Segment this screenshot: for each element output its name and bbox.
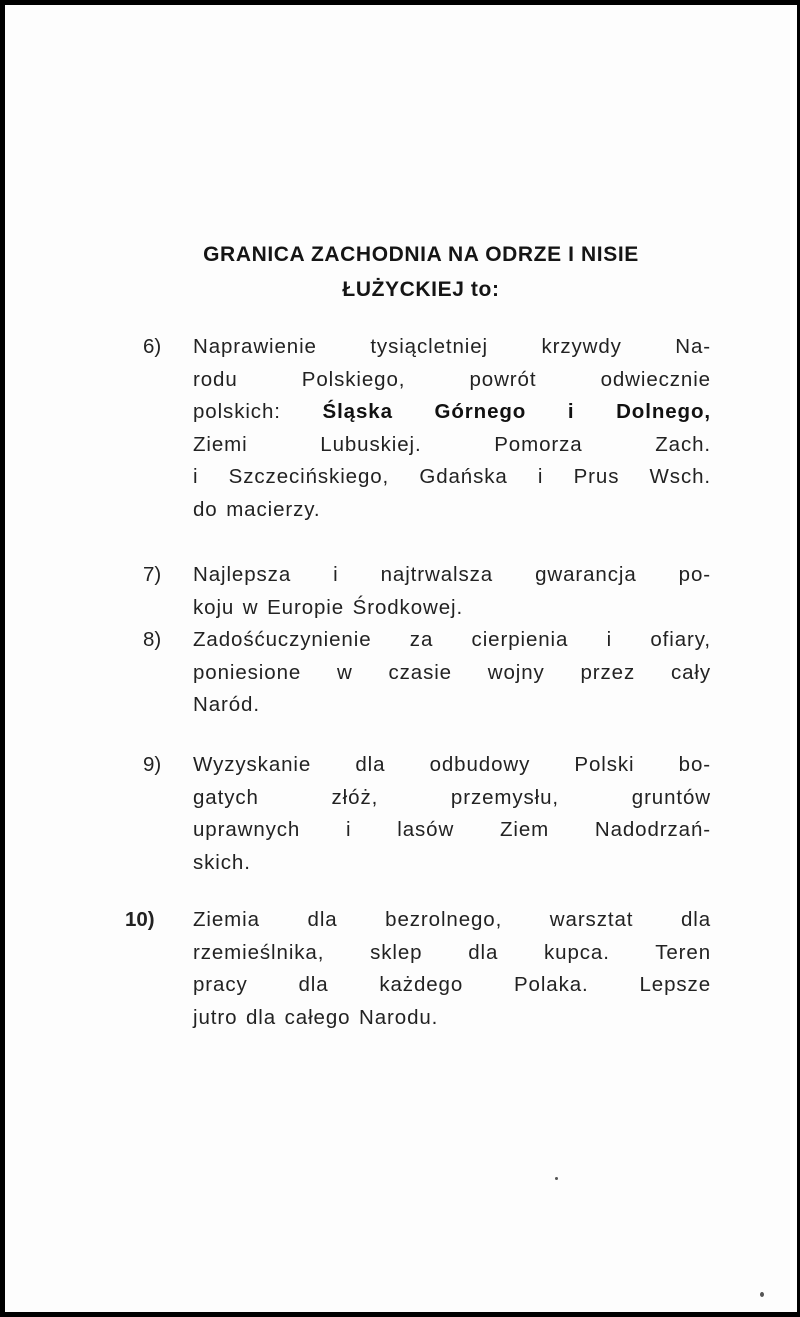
item-line: koju w Europie Środkowej.: [193, 595, 464, 619]
item-line-bold: Śląska Górnego i Dolnego,: [322, 400, 711, 423]
item-line: Ziemi Lubuskiej. Pomorza Zach.: [193, 432, 711, 456]
item-line: gatych złóż, przemysłu, gruntów: [193, 785, 711, 809]
list-item-9: [135, 749, 711, 879]
item-number: 9): [143, 753, 162, 776]
heading-line-2: ŁUŻYCKIEJ to:: [342, 278, 500, 301]
item-line: skich.: [193, 850, 251, 874]
item-number: 7): [143, 563, 162, 586]
item-text: [193, 624, 711, 722]
item-line: Najlepsza i najtrwalsza gwarancja po-: [193, 563, 711, 586]
item-line: pracy dla każdego Polaka. Lepsze: [193, 973, 711, 996]
item-number: 6): [143, 335, 162, 358]
item-line: rodu Polskiego, powrót odwiecznie: [193, 367, 711, 391]
item-text: [193, 749, 711, 879]
item-line: rzemieślnika, sklep dla kupca. Teren: [193, 940, 711, 964]
list-item-10: [125, 904, 711, 1034]
item-line: [193, 396, 711, 429]
item-number: 10): [125, 908, 155, 931]
item-line: uprawnych i lasów Ziem Nadodrzań-: [193, 818, 711, 841]
item-text: [193, 331, 711, 526]
print-speck: [760, 1292, 764, 1297]
list-item-6: [135, 331, 711, 526]
item-line: do macierzy.: [193, 497, 321, 521]
list-item-7: [135, 559, 711, 624]
page-heading: [125, 237, 717, 307]
item-line: jutro dla całego Narodu.: [193, 1005, 439, 1029]
item-line: Zadośćuczynienie za cierpienia i ofiary,: [193, 628, 711, 651]
item-text: [193, 559, 711, 624]
print-speck: [555, 1177, 558, 1180]
item-line: Naprawienie tysiącletniej krzywdy Na-: [193, 335, 711, 358]
item-line: Naród.: [193, 693, 260, 716]
heading-line-1: GRANICA ZACHODNIA NA ODRZE I NISIE: [203, 243, 639, 266]
item-line: poniesione w czasie wojny przez cały: [193, 660, 711, 684]
item-number: 8): [143, 628, 162, 651]
list-item-8: [135, 624, 711, 722]
item-line-prefix: polskich:: [193, 400, 323, 423]
item-text: [193, 904, 711, 1034]
document-page: [5, 5, 797, 1312]
item-line: i Szczecińskiego, Gdańska i Prus Wsch.: [193, 465, 711, 488]
item-line: Ziemia dla bezrolnego, warsztat dla: [193, 908, 711, 931]
item-line: Wyzyskanie dla odbudowy Polski bo-: [193, 753, 711, 776]
